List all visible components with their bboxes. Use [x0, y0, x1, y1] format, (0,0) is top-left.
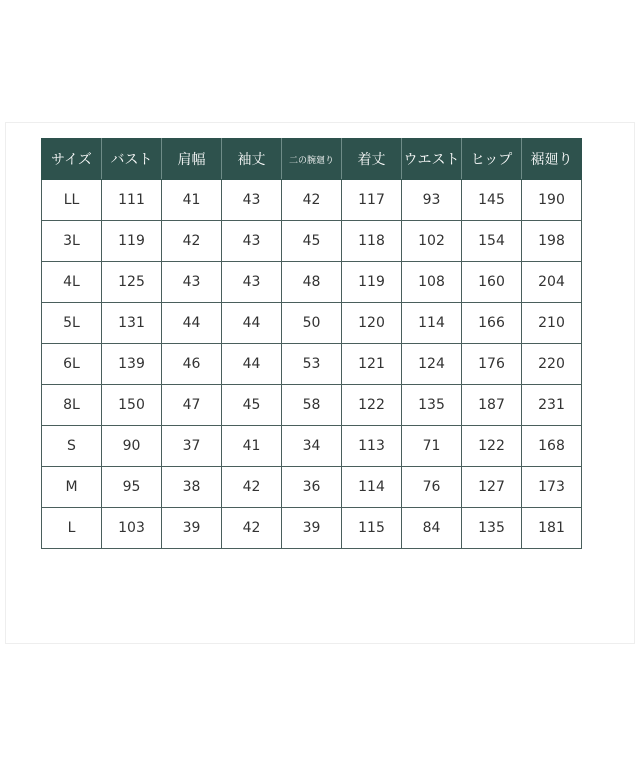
cell-shoulder-width: 38: [162, 467, 222, 508]
cell-bust: 103: [102, 508, 162, 549]
cell-size: 5L: [42, 303, 102, 344]
header-body-length: 着丈: [342, 139, 402, 180]
cell-shoulder-width: 39: [162, 508, 222, 549]
header-waist: ウエスト: [402, 139, 462, 180]
cell-sleeve-length: 43: [222, 221, 282, 262]
cell-upper-arm: 58: [282, 385, 342, 426]
cell-sleeve-length: 43: [222, 180, 282, 221]
cell-body-length: 121: [342, 344, 402, 385]
cell-size: 4L: [42, 262, 102, 303]
cell-hip: 160: [462, 262, 522, 303]
cell-waist: 76: [402, 467, 462, 508]
cell-hem: 210: [522, 303, 582, 344]
cell-upper-arm: 53: [282, 344, 342, 385]
cell-body-length: 117: [342, 180, 402, 221]
cell-shoulder-width: 47: [162, 385, 222, 426]
cell-bust: 90: [102, 426, 162, 467]
cell-body-length: 120: [342, 303, 402, 344]
cell-hem: 173: [522, 467, 582, 508]
table-row: [42, 303, 582, 344]
table-row: [42, 426, 582, 467]
cell-hem: 190: [522, 180, 582, 221]
cell-size: 6L: [42, 344, 102, 385]
cell-shoulder-width: 43: [162, 262, 222, 303]
cell-hip: 154: [462, 221, 522, 262]
header-hip: ヒップ: [462, 139, 522, 180]
cell-hem: 168: [522, 426, 582, 467]
cell-waist: 135: [402, 385, 462, 426]
table-row: [42, 508, 582, 549]
cell-waist: 124: [402, 344, 462, 385]
cell-waist: 108: [402, 262, 462, 303]
cell-sleeve-length: 44: [222, 303, 282, 344]
cell-upper-arm: 42: [282, 180, 342, 221]
cell-hip: 127: [462, 467, 522, 508]
cell-size: LL: [42, 180, 102, 221]
cell-shoulder-width: 44: [162, 303, 222, 344]
cell-waist: 71: [402, 426, 462, 467]
cell-size: 3L: [42, 221, 102, 262]
header-size: サイズ: [42, 139, 102, 180]
table-row: [42, 385, 582, 426]
cell-hem: 198: [522, 221, 582, 262]
cell-waist: 102: [402, 221, 462, 262]
cell-bust: 95: [102, 467, 162, 508]
cell-size: L: [42, 508, 102, 549]
cell-waist: 114: [402, 303, 462, 344]
cell-upper-arm: 50: [282, 303, 342, 344]
cell-hem: 231: [522, 385, 582, 426]
cell-body-length: 113: [342, 426, 402, 467]
cell-bust: 111: [102, 180, 162, 221]
table-row: [42, 344, 582, 385]
header-shoulder-width: 肩幅: [162, 139, 222, 180]
cell-size: 8L: [42, 385, 102, 426]
cell-body-length: 122: [342, 385, 402, 426]
cell-shoulder-width: 41: [162, 180, 222, 221]
cell-upper-arm: 48: [282, 262, 342, 303]
cell-hip: 145: [462, 180, 522, 221]
cell-sleeve-length: 45: [222, 385, 282, 426]
table-body: [42, 180, 582, 549]
cell-bust: 150: [102, 385, 162, 426]
cell-waist: 93: [402, 180, 462, 221]
cell-body-length: 114: [342, 467, 402, 508]
cell-sleeve-length: 42: [222, 467, 282, 508]
cell-hip: 135: [462, 508, 522, 549]
cell-upper-arm: 36: [282, 467, 342, 508]
cell-hip: 187: [462, 385, 522, 426]
cell-hip: 122: [462, 426, 522, 467]
cell-shoulder-width: 37: [162, 426, 222, 467]
size-chart-table: [41, 138, 582, 549]
table-row: [42, 221, 582, 262]
cell-hem: 220: [522, 344, 582, 385]
cell-hem: 181: [522, 508, 582, 549]
table-row: [42, 180, 582, 221]
cell-waist: 84: [402, 508, 462, 549]
header-hem: 裾廻り: [522, 139, 582, 180]
header-row: [42, 139, 582, 180]
cell-body-length: 115: [342, 508, 402, 549]
cell-bust: 119: [102, 221, 162, 262]
cell-size: M: [42, 467, 102, 508]
cell-bust: 131: [102, 303, 162, 344]
cell-upper-arm: 45: [282, 221, 342, 262]
cell-size: S: [42, 426, 102, 467]
header-bust: バスト: [102, 139, 162, 180]
header-upper-arm: 二の腕廻り: [282, 139, 342, 180]
cell-bust: 139: [102, 344, 162, 385]
cell-shoulder-width: 42: [162, 221, 222, 262]
cell-sleeve-length: 42: [222, 508, 282, 549]
cell-body-length: 118: [342, 221, 402, 262]
cell-hem: 204: [522, 262, 582, 303]
header-sleeve-length: 袖丈: [222, 139, 282, 180]
cell-shoulder-width: 46: [162, 344, 222, 385]
cell-body-length: 119: [342, 262, 402, 303]
cell-bust: 125: [102, 262, 162, 303]
cell-sleeve-length: 44: [222, 344, 282, 385]
cell-sleeve-length: 41: [222, 426, 282, 467]
table-row: [42, 262, 582, 303]
cell-upper-arm: 34: [282, 426, 342, 467]
cell-sleeve-length: 43: [222, 262, 282, 303]
table-row: [42, 467, 582, 508]
cell-upper-arm: 39: [282, 508, 342, 549]
cell-hip: 166: [462, 303, 522, 344]
cell-hip: 176: [462, 344, 522, 385]
